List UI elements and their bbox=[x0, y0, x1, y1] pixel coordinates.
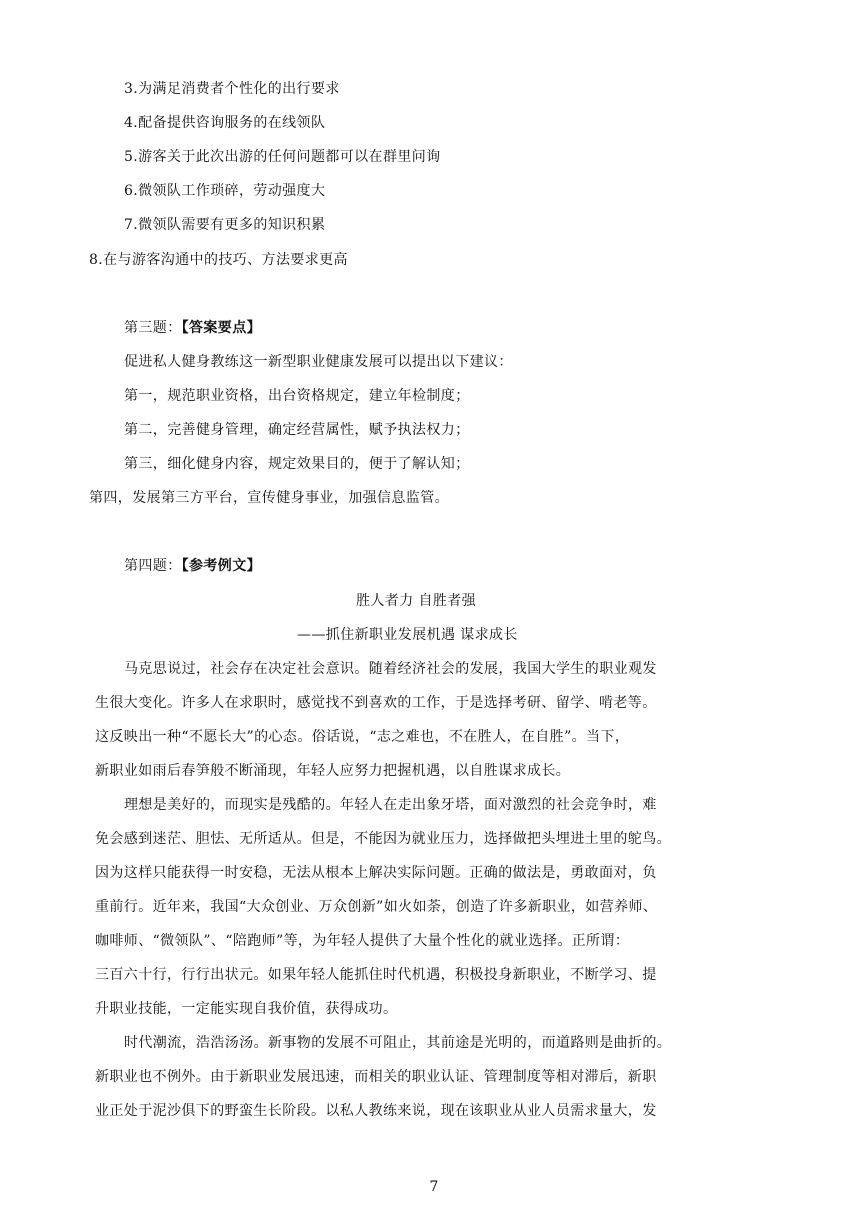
list-item: 4.配备提供咨询服务的在线领队 bbox=[124, 115, 326, 131]
list-item: 3.为满足消费者个性化的出行要求 bbox=[124, 81, 340, 97]
list-item: 第四，发展第三方平台，宣传健身事业，加强信息监管。 bbox=[89, 490, 449, 506]
essay-title: 胜人者力 自胜者强 bbox=[356, 593, 477, 609]
heading-label: 【答案要点】 bbox=[181, 320, 262, 336]
list-item: 8.在与游客沟通中的技巧、方法要求更高 bbox=[89, 252, 348, 268]
heading-prefix: 第三题： bbox=[124, 320, 182, 336]
heading-label: 【参考例文】 bbox=[181, 558, 262, 574]
paragraph-line: 马克思说过，社会存在决定社会意识。随着经济社会的发展，我国大学生的职业观发 bbox=[124, 661, 657, 677]
paragraph-line: 重前行。近年来，我国“大众创业、万众创新”如火如荼，创造了许多新职业，如营养师、 bbox=[95, 899, 658, 915]
list-item: 5.游客关于此次出游的任何问题都可以在群里问询 bbox=[124, 149, 441, 165]
paragraph-line: 免会感到迷茫、胆怯、无所适从。但是，不能因为就业压力，选择做把头埋进土里的鸵鸟。 bbox=[95, 831, 671, 847]
section-heading bbox=[124, 319, 261, 337]
list-item: 7.微领队需要有更多的知识积累 bbox=[124, 217, 326, 233]
list-item: 第一，规范职业资格，出台资格规定，建立年检制度； bbox=[124, 388, 470, 404]
paragraph-line: 新职业如雨后春笋般不断涌现，年轻人应努力把握机遇，以自胜谋求成长。 bbox=[95, 763, 571, 779]
paragraph-line: 咖啡师、“微领队”、“陪跑师”等，为年轻人提供了大量个性化的就业选择。正所谓： bbox=[95, 933, 630, 949]
list-item: 6.微领队工作琐碎，劳动强度大 bbox=[124, 183, 326, 199]
list-item: 第二，完善健身管理，确定经营属性，赋予执法权力； bbox=[124, 422, 470, 438]
paragraph-line: 三百六十行，行行出状元。如果年轻人能抓住时代机遇，积极投身新职业，不断学习、提 bbox=[95, 967, 657, 983]
paragraph-line: 促进私人健身教练这一新型职业健康发展可以提出以下建议： bbox=[124, 354, 513, 370]
section-heading bbox=[124, 557, 261, 575]
paragraph-line: 业正处于泥沙俱下的野蛮生长阶段。以私人教练来说，现在该职业从业人员需求量大，发 bbox=[95, 1103, 657, 1119]
list-item: 第三，细化健身内容，规定效果目的，便于了解认知； bbox=[124, 456, 470, 472]
heading-prefix: 第四题： bbox=[124, 558, 182, 574]
essay-subtitle: ——抓住新职业发展机遇 谋求成长 bbox=[297, 627, 518, 643]
paragraph-line: 时代潮流，浩浩汤汤。新事物的发展不可阻止，其前途是光明的，而道路则是曲折的。 bbox=[124, 1035, 672, 1051]
paragraph-line: 因为这样只能获得一时安稳，无法从根本上解决实际问题。正确的做法是，勇敢面对，负 bbox=[95, 865, 657, 881]
paragraph-line: 这反映出一种“不愿长大”的心态。俗话说，“志之难也，不在胜人，在自胜”。当下， bbox=[95, 729, 630, 745]
paragraph-line: 生很大变化。许多人在求职时，感觉找不到喜欢的工作，于是选择考研、留学、啃老等。 bbox=[95, 695, 657, 711]
paragraph-line: 新职业也不例外。由于新职业发展迅速，而相关的职业认证、管理制度等相对滞后，新职 bbox=[95, 1069, 657, 1085]
page-number: 7 bbox=[429, 1179, 439, 1195]
paragraph-line: 升职业技能，一定能实现自我价值，获得成功。 bbox=[95, 1001, 398, 1017]
paragraph-line: 理想是美好的，而现实是残酷的。年轻人在走出象牙塔，面对激烈的社会竞争时，难 bbox=[124, 797, 657, 813]
